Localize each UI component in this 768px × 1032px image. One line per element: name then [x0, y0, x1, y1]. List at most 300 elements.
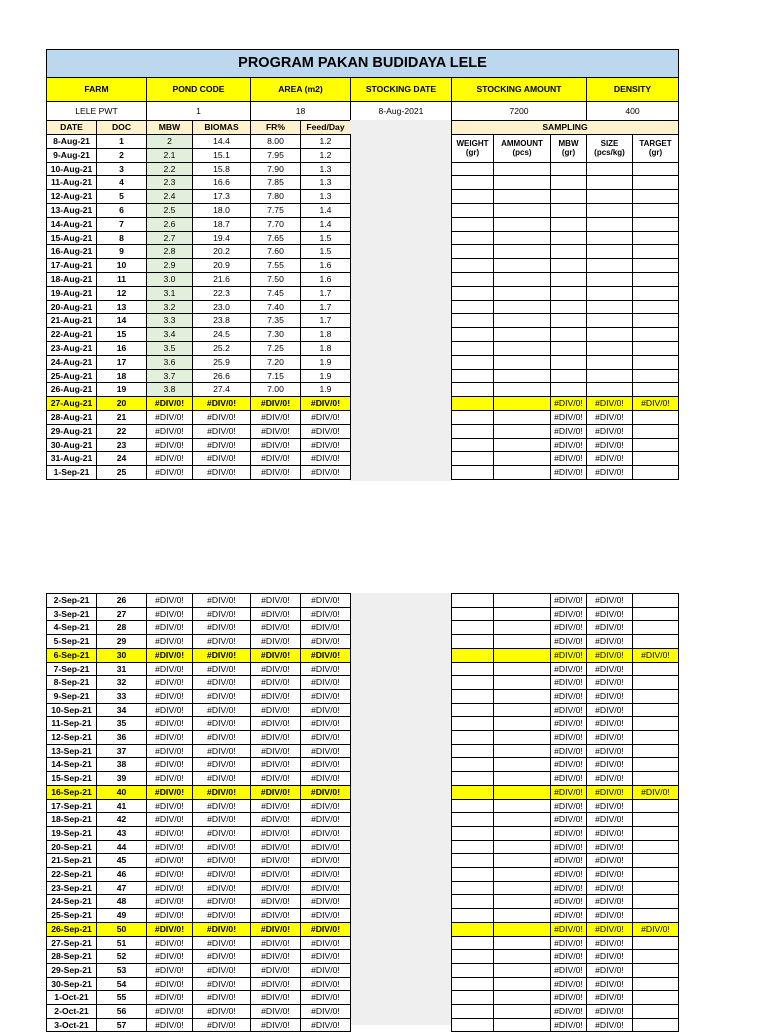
- row-date: 31-Aug-21: [46, 451, 97, 466]
- table-cell: 18: [96, 369, 147, 383]
- info-label: FARM: [46, 77, 147, 102]
- table-cell: 1.7: [300, 300, 351, 314]
- sampling-cell: [632, 949, 679, 964]
- table-cell: #DIV/0!: [192, 744, 251, 758]
- sampling-cell: #DIV/0!: [586, 451, 633, 466]
- info-label: AREA (m2): [250, 77, 351, 102]
- sampling-cell: [451, 634, 494, 649]
- sampling-cell: #DIV/0!: [586, 689, 633, 704]
- sampling-cell: [632, 189, 679, 204]
- table-cell: #DIV/0!: [250, 1018, 301, 1032]
- table-cell: #DIV/0!: [250, 689, 301, 704]
- table-cell: 20: [96, 396, 147, 411]
- sampling-cell: [451, 175, 494, 190]
- sampling-cell: #DIV/0!: [586, 922, 633, 937]
- table-cell: 47: [96, 881, 147, 895]
- table-cell: 29: [96, 634, 147, 649]
- sampling-cell: [493, 341, 551, 356]
- table-cell: #DIV/0!: [300, 977, 351, 991]
- row-date: 27-Sep-21: [46, 936, 97, 950]
- sampling-title: SAMPLING: [451, 120, 679, 135]
- sampling-cell: #DIV/0!: [550, 1018, 587, 1032]
- sampling-cell: [493, 812, 551, 827]
- sampling-cell: [451, 396, 494, 411]
- table-cell: #DIV/0!: [192, 689, 251, 704]
- table-cell: #DIV/0!: [146, 424, 193, 439]
- sampling-cell: #DIV/0!: [586, 675, 633, 690]
- table-cell: #DIV/0!: [192, 675, 251, 690]
- row-date: 18-Aug-21: [46, 272, 97, 287]
- table-cell: 30: [96, 648, 147, 663]
- sampling-cell: #DIV/0!: [586, 840, 633, 854]
- row-date: 23-Aug-21: [46, 341, 97, 356]
- table-cell: 3.3: [146, 313, 193, 328]
- table-cell: #DIV/0!: [146, 908, 193, 923]
- sampling-cell: [632, 244, 679, 259]
- sampling-cell: #DIV/0!: [586, 936, 633, 950]
- table-cell: 7.85: [250, 175, 301, 190]
- table-cell: 1.3: [300, 175, 351, 190]
- sampling-cell: [550, 341, 587, 356]
- sampling-cell: [586, 175, 633, 190]
- row-date: 10-Sep-21: [46, 703, 97, 717]
- sampling-cell: [550, 162, 587, 176]
- table-cell: #DIV/0!: [146, 771, 193, 786]
- sampling-cell: [451, 990, 494, 1005]
- table-cell: #DIV/0!: [300, 812, 351, 827]
- sampling-cell: [493, 662, 551, 676]
- sampling-cell: [632, 1004, 679, 1019]
- table-cell: 9: [96, 244, 147, 259]
- table-cell: #DIV/0!: [146, 757, 193, 772]
- table-cell: #DIV/0!: [250, 963, 301, 978]
- sampling-cell: #DIV/0!: [586, 620, 633, 635]
- sampling-cell: [451, 465, 494, 480]
- sampling-cell: [550, 231, 587, 245]
- row-date: 22-Sep-21: [46, 867, 97, 882]
- info-label: STOCKING DATE: [350, 77, 452, 102]
- table-cell: 45: [96, 853, 147, 868]
- row-date: 25-Aug-21: [46, 369, 97, 383]
- sampling-cell: [632, 853, 679, 868]
- sampling-cell: #DIV/0!: [586, 410, 633, 425]
- sampling-cell: #DIV/0!: [586, 812, 633, 827]
- table-cell: #DIV/0!: [300, 922, 351, 937]
- sampling-header: WEIGHT (gr): [451, 134, 494, 163]
- table-cell: #DIV/0!: [300, 730, 351, 745]
- sampling-cell: #DIV/0!: [586, 730, 633, 745]
- sampling-cell: [632, 689, 679, 704]
- table-cell: 57: [96, 1018, 147, 1032]
- table-cell: 1.9: [300, 382, 351, 397]
- sampling-cell: #DIV/0!: [586, 908, 633, 923]
- table-cell: 39: [96, 771, 147, 786]
- table-cell: 12: [96, 286, 147, 301]
- row-date: 21-Sep-21: [46, 853, 97, 868]
- sampling-cell: #DIV/0!: [550, 757, 587, 772]
- table-cell: #DIV/0!: [250, 853, 301, 868]
- sampling-cell: #DIV/0!: [550, 465, 587, 480]
- table-cell: 11: [96, 272, 147, 287]
- sampling-cell: #DIV/0!: [550, 853, 587, 868]
- table-cell: #DIV/0!: [192, 593, 251, 608]
- table-cell: #DIV/0!: [250, 757, 301, 772]
- table-cell: #DIV/0!: [146, 990, 193, 1005]
- table-cell: 1.2: [300, 134, 351, 149]
- row-date: 30-Sep-21: [46, 977, 97, 991]
- table-cell: #DIV/0!: [146, 799, 193, 813]
- sampling-cell: #DIV/0!: [586, 438, 633, 452]
- sampling-cell: [451, 881, 494, 895]
- table-cell: 50: [96, 922, 147, 937]
- table-cell: 1.9: [300, 355, 351, 370]
- table-cell: #DIV/0!: [146, 662, 193, 676]
- sampling-cell: #DIV/0!: [550, 438, 587, 452]
- sampling-cell: [632, 424, 679, 439]
- row-date: 28-Aug-21: [46, 410, 97, 425]
- table-cell: 14: [96, 313, 147, 328]
- sampling-cell: [451, 272, 494, 287]
- table-cell: 7.95: [250, 148, 301, 163]
- sampling-cell: [632, 730, 679, 745]
- table-cell: 7.25: [250, 341, 301, 356]
- row-date: 27-Aug-21: [46, 396, 97, 411]
- table-cell: 3.0: [146, 272, 193, 287]
- table-cell: #DIV/0!: [192, 1018, 251, 1032]
- table-cell: 56: [96, 1004, 147, 1019]
- sampling-cell: [451, 593, 494, 608]
- row-date: 24-Sep-21: [46, 894, 97, 909]
- row-date: 10-Aug-21: [46, 162, 97, 176]
- table-cell: #DIV/0!: [146, 438, 193, 452]
- table-cell: 51: [96, 936, 147, 950]
- table-cell: 2.1: [146, 148, 193, 163]
- sampling-cell: [632, 675, 679, 690]
- row-date: 24-Aug-21: [46, 355, 97, 370]
- table-cell: 16: [96, 341, 147, 356]
- row-date: 8-Sep-21: [46, 675, 97, 690]
- sampling-cell: [451, 785, 494, 800]
- table-cell: 23.0: [192, 300, 251, 314]
- sampling-cell: [451, 675, 494, 690]
- sampling-cell: [586, 162, 633, 176]
- sampling-cell: [632, 382, 679, 397]
- table-cell: #DIV/0!: [192, 867, 251, 882]
- sampling-cell: [586, 272, 633, 287]
- table-cell: 21.6: [192, 272, 251, 287]
- table-cell: #DIV/0!: [146, 853, 193, 868]
- table-cell: #DIV/0!: [300, 799, 351, 813]
- sampling-cell: [451, 799, 494, 813]
- sampling-cell: [493, 451, 551, 466]
- row-date: 26-Aug-21: [46, 382, 97, 397]
- table-cell: #DIV/0!: [300, 853, 351, 868]
- table-cell: 8: [96, 231, 147, 245]
- table-cell: #DIV/0!: [192, 977, 251, 991]
- sampling-cell: #DIV/0!: [550, 812, 587, 827]
- row-date: 16-Sep-21: [46, 785, 97, 800]
- table-cell: 7.15: [250, 369, 301, 383]
- sampling-cell: [451, 922, 494, 937]
- sampling-cell: [493, 648, 551, 663]
- table-cell: 2: [96, 148, 147, 163]
- sampling-cell: #DIV/0!: [586, 867, 633, 882]
- sampling-cell: [632, 175, 679, 190]
- sampling-cell: [632, 300, 679, 314]
- sampling-cell: [550, 300, 587, 314]
- table-cell: 7.55: [250, 258, 301, 273]
- table-cell: 35: [96, 716, 147, 731]
- sampling-cell: #DIV/0!: [550, 675, 587, 690]
- table-cell: #DIV/0!: [192, 963, 251, 978]
- table-cell: 41: [96, 799, 147, 813]
- sampling-cell: #DIV/0!: [586, 949, 633, 964]
- table-cell: 10: [96, 258, 147, 273]
- table-cell: #DIV/0!: [250, 662, 301, 676]
- sampling-cell: [632, 990, 679, 1005]
- table-cell: 24: [96, 451, 147, 466]
- row-date: 3-Sep-21: [46, 607, 97, 621]
- sampling-cell: [451, 771, 494, 786]
- table-cell: #DIV/0!: [250, 396, 301, 411]
- table-cell: 2: [146, 134, 193, 149]
- sampling-cell: [632, 963, 679, 978]
- table-cell: #DIV/0!: [192, 853, 251, 868]
- table-cell: 1.6: [300, 272, 351, 287]
- table-cell: #DIV/0!: [300, 744, 351, 758]
- row-date: 12-Sep-21: [46, 730, 97, 745]
- table-cell: 22.3: [192, 286, 251, 301]
- table-cell: #DIV/0!: [192, 648, 251, 663]
- table-cell: #DIV/0!: [300, 757, 351, 772]
- sampling-cell: [493, 799, 551, 813]
- sampling-cell: [493, 977, 551, 991]
- table-cell: 7.60: [250, 244, 301, 259]
- sampling-cell: #DIV/0!: [586, 703, 633, 717]
- table-cell: #DIV/0!: [192, 662, 251, 676]
- table-cell: 5: [96, 189, 147, 204]
- table-cell: 15: [96, 327, 147, 342]
- sampling-cell: [586, 203, 633, 218]
- sampling-cell: [586, 369, 633, 383]
- table-cell: #DIV/0!: [300, 990, 351, 1005]
- table-cell: #DIV/0!: [300, 881, 351, 895]
- sampling-cell: [493, 785, 551, 800]
- table-cell: #DIV/0!: [146, 634, 193, 649]
- table-cell: 7: [96, 217, 147, 232]
- table-cell: #DIV/0!: [300, 716, 351, 731]
- table-cell: #DIV/0!: [300, 867, 351, 882]
- page-title: PROGRAM PAKAN BUDIDAYA LELE: [46, 49, 679, 78]
- table-cell: #DIV/0!: [192, 949, 251, 964]
- table-cell: #DIV/0!: [300, 662, 351, 676]
- table-cell: 44: [96, 840, 147, 854]
- sampling-cell: [632, 231, 679, 245]
- sampling-cell: #DIV/0!: [550, 424, 587, 439]
- sampling-cell: #DIV/0!: [550, 977, 587, 991]
- row-date: 26-Sep-21: [46, 922, 97, 937]
- table-cell: #DIV/0!: [250, 977, 301, 991]
- sampling-cell: [632, 1018, 679, 1032]
- row-date: 18-Sep-21: [46, 812, 97, 827]
- table-cell: #DIV/0!: [192, 840, 251, 854]
- table-cell: 1.8: [300, 327, 351, 342]
- info-value: 18: [250, 101, 351, 121]
- table-cell: #DIV/0!: [146, 607, 193, 621]
- table-cell: #DIV/0!: [192, 451, 251, 466]
- table-cell: #DIV/0!: [192, 757, 251, 772]
- table-cell: #DIV/0!: [250, 936, 301, 950]
- sampling-cell: [493, 853, 551, 868]
- sampling-cell: [586, 244, 633, 259]
- table-cell: #DIV/0!: [250, 634, 301, 649]
- sampling-cell: [493, 730, 551, 745]
- table-cell: #DIV/0!: [146, 593, 193, 608]
- sampling-cell: [451, 189, 494, 204]
- sampling-cell: [451, 1004, 494, 1019]
- row-date: 5-Sep-21: [46, 634, 97, 649]
- table-cell: #DIV/0!: [250, 424, 301, 439]
- sampling-cell: #DIV/0!: [550, 785, 587, 800]
- sampling-cell: [451, 327, 494, 342]
- table-cell: #DIV/0!: [250, 675, 301, 690]
- sampling-cell: [451, 949, 494, 964]
- row-date: 22-Aug-21: [46, 327, 97, 342]
- table-cell: #DIV/0!: [250, 840, 301, 854]
- table-cell: #DIV/0!: [250, 465, 301, 480]
- table-cell: #DIV/0!: [192, 730, 251, 745]
- row-date: 15-Aug-21: [46, 231, 97, 245]
- sampling-cell: [550, 327, 587, 342]
- sampling-cell: [451, 451, 494, 466]
- table-cell: 7.70: [250, 217, 301, 232]
- row-date: 7-Sep-21: [46, 662, 97, 676]
- table-cell: #DIV/0!: [250, 826, 301, 841]
- sampling-cell: [632, 272, 679, 287]
- table-cell: 20.9: [192, 258, 251, 273]
- table-cell: #DIV/0!: [300, 703, 351, 717]
- sampling-cell: [632, 410, 679, 425]
- sampling-cell: [550, 355, 587, 370]
- sampling-cell: [451, 244, 494, 259]
- table-cell: #DIV/0!: [250, 438, 301, 452]
- sampling-cell: #DIV/0!: [586, 894, 633, 909]
- table-cell: #DIV/0!: [300, 607, 351, 621]
- table-cell: 42: [96, 812, 147, 827]
- sampling-cell: #DIV/0!: [550, 881, 587, 895]
- row-date: 20-Sep-21: [46, 840, 97, 854]
- table-cell: 2.8: [146, 244, 193, 259]
- sampling-cell: #DIV/0!: [586, 771, 633, 786]
- table-cell: #DIV/0!: [192, 716, 251, 731]
- table-cell: 1.9: [300, 369, 351, 383]
- table-cell: #DIV/0!: [300, 949, 351, 964]
- table-cell: 19.4: [192, 231, 251, 245]
- sampling-cell: #DIV/0!: [586, 963, 633, 978]
- table-cell: #DIV/0!: [192, 620, 251, 635]
- table-cell: #DIV/0!: [146, 396, 193, 411]
- sampling-cell: [550, 313, 587, 328]
- table-cell: #DIV/0!: [300, 593, 351, 608]
- row-date: 1-Oct-21: [46, 990, 97, 1005]
- table-cell: 23.8: [192, 313, 251, 328]
- row-date: 6-Sep-21: [46, 648, 97, 663]
- table-cell: #DIV/0!: [250, 867, 301, 882]
- table-cell: 15.1: [192, 148, 251, 163]
- sampling-cell: #DIV/0!: [586, 881, 633, 895]
- sampling-cell: [451, 162, 494, 176]
- column-header: BIOMAS: [192, 120, 251, 135]
- sampling-cell: [493, 410, 551, 425]
- sampling-cell: [451, 936, 494, 950]
- table-cell: 1.3: [300, 162, 351, 176]
- table-cell: #DIV/0!: [192, 424, 251, 439]
- table-cell: #DIV/0!: [146, 812, 193, 827]
- sampling-header: AMMOUNT (pcs): [493, 134, 551, 163]
- row-date: 11-Aug-21: [46, 175, 97, 190]
- sampling-cell: #DIV/0!: [550, 703, 587, 717]
- sampling-cell: [632, 977, 679, 991]
- row-date: 29-Aug-21: [46, 424, 97, 439]
- table-cell: 1.5: [300, 231, 351, 245]
- sampling-cell: #DIV/0!: [586, 785, 633, 800]
- sampling-cell: #DIV/0!: [550, 410, 587, 425]
- info-value: 8-Aug-2021: [350, 101, 452, 121]
- sampling-cell: #DIV/0!: [550, 716, 587, 731]
- sampling-cell: [632, 662, 679, 676]
- sampling-cell: #DIV/0!: [550, 662, 587, 676]
- table-cell: 7.50: [250, 272, 301, 287]
- sampling-cell: [493, 424, 551, 439]
- sampling-cell: #DIV/0!: [550, 949, 587, 964]
- sampling-cell: #DIV/0!: [550, 744, 587, 758]
- table-cell: 1.5: [300, 244, 351, 259]
- table-cell: #DIV/0!: [250, 703, 301, 717]
- sampling-cell: [632, 757, 679, 772]
- sampling-cell: [586, 313, 633, 328]
- sampling-cell: #DIV/0!: [550, 648, 587, 663]
- table-cell: 2.3: [146, 175, 193, 190]
- table-cell: 7.30: [250, 327, 301, 342]
- sampling-cell: [586, 341, 633, 356]
- sampling-cell: #DIV/0!: [550, 771, 587, 786]
- table-cell: #DIV/0!: [250, 607, 301, 621]
- sampling-cell: #DIV/0!: [550, 1004, 587, 1019]
- sampling-cell: [493, 703, 551, 717]
- table-cell: 27: [96, 607, 147, 621]
- sampling-cell: [632, 936, 679, 950]
- row-date: 9-Sep-21: [46, 689, 97, 704]
- sampling-cell: #DIV/0!: [632, 396, 679, 411]
- sampling-cell: [451, 258, 494, 273]
- table-cell: 49: [96, 908, 147, 923]
- sampling-cell: [632, 465, 679, 480]
- sampling-cell: [493, 203, 551, 218]
- sampling-cell: [632, 217, 679, 232]
- table-cell: 3: [96, 162, 147, 176]
- table-cell: #DIV/0!: [300, 424, 351, 439]
- sampling-cell: [586, 327, 633, 342]
- sampling-cell: [451, 217, 494, 232]
- row-date: 3-Oct-21: [46, 1018, 97, 1032]
- table-cell: 17.3: [192, 189, 251, 204]
- table-cell: 33: [96, 689, 147, 704]
- table-cell: 1: [96, 134, 147, 149]
- sampling-cell: #DIV/0!: [586, 990, 633, 1005]
- sampling-cell: #DIV/0!: [586, 662, 633, 676]
- table-cell: #DIV/0!: [250, 812, 301, 827]
- table-cell: 40: [96, 785, 147, 800]
